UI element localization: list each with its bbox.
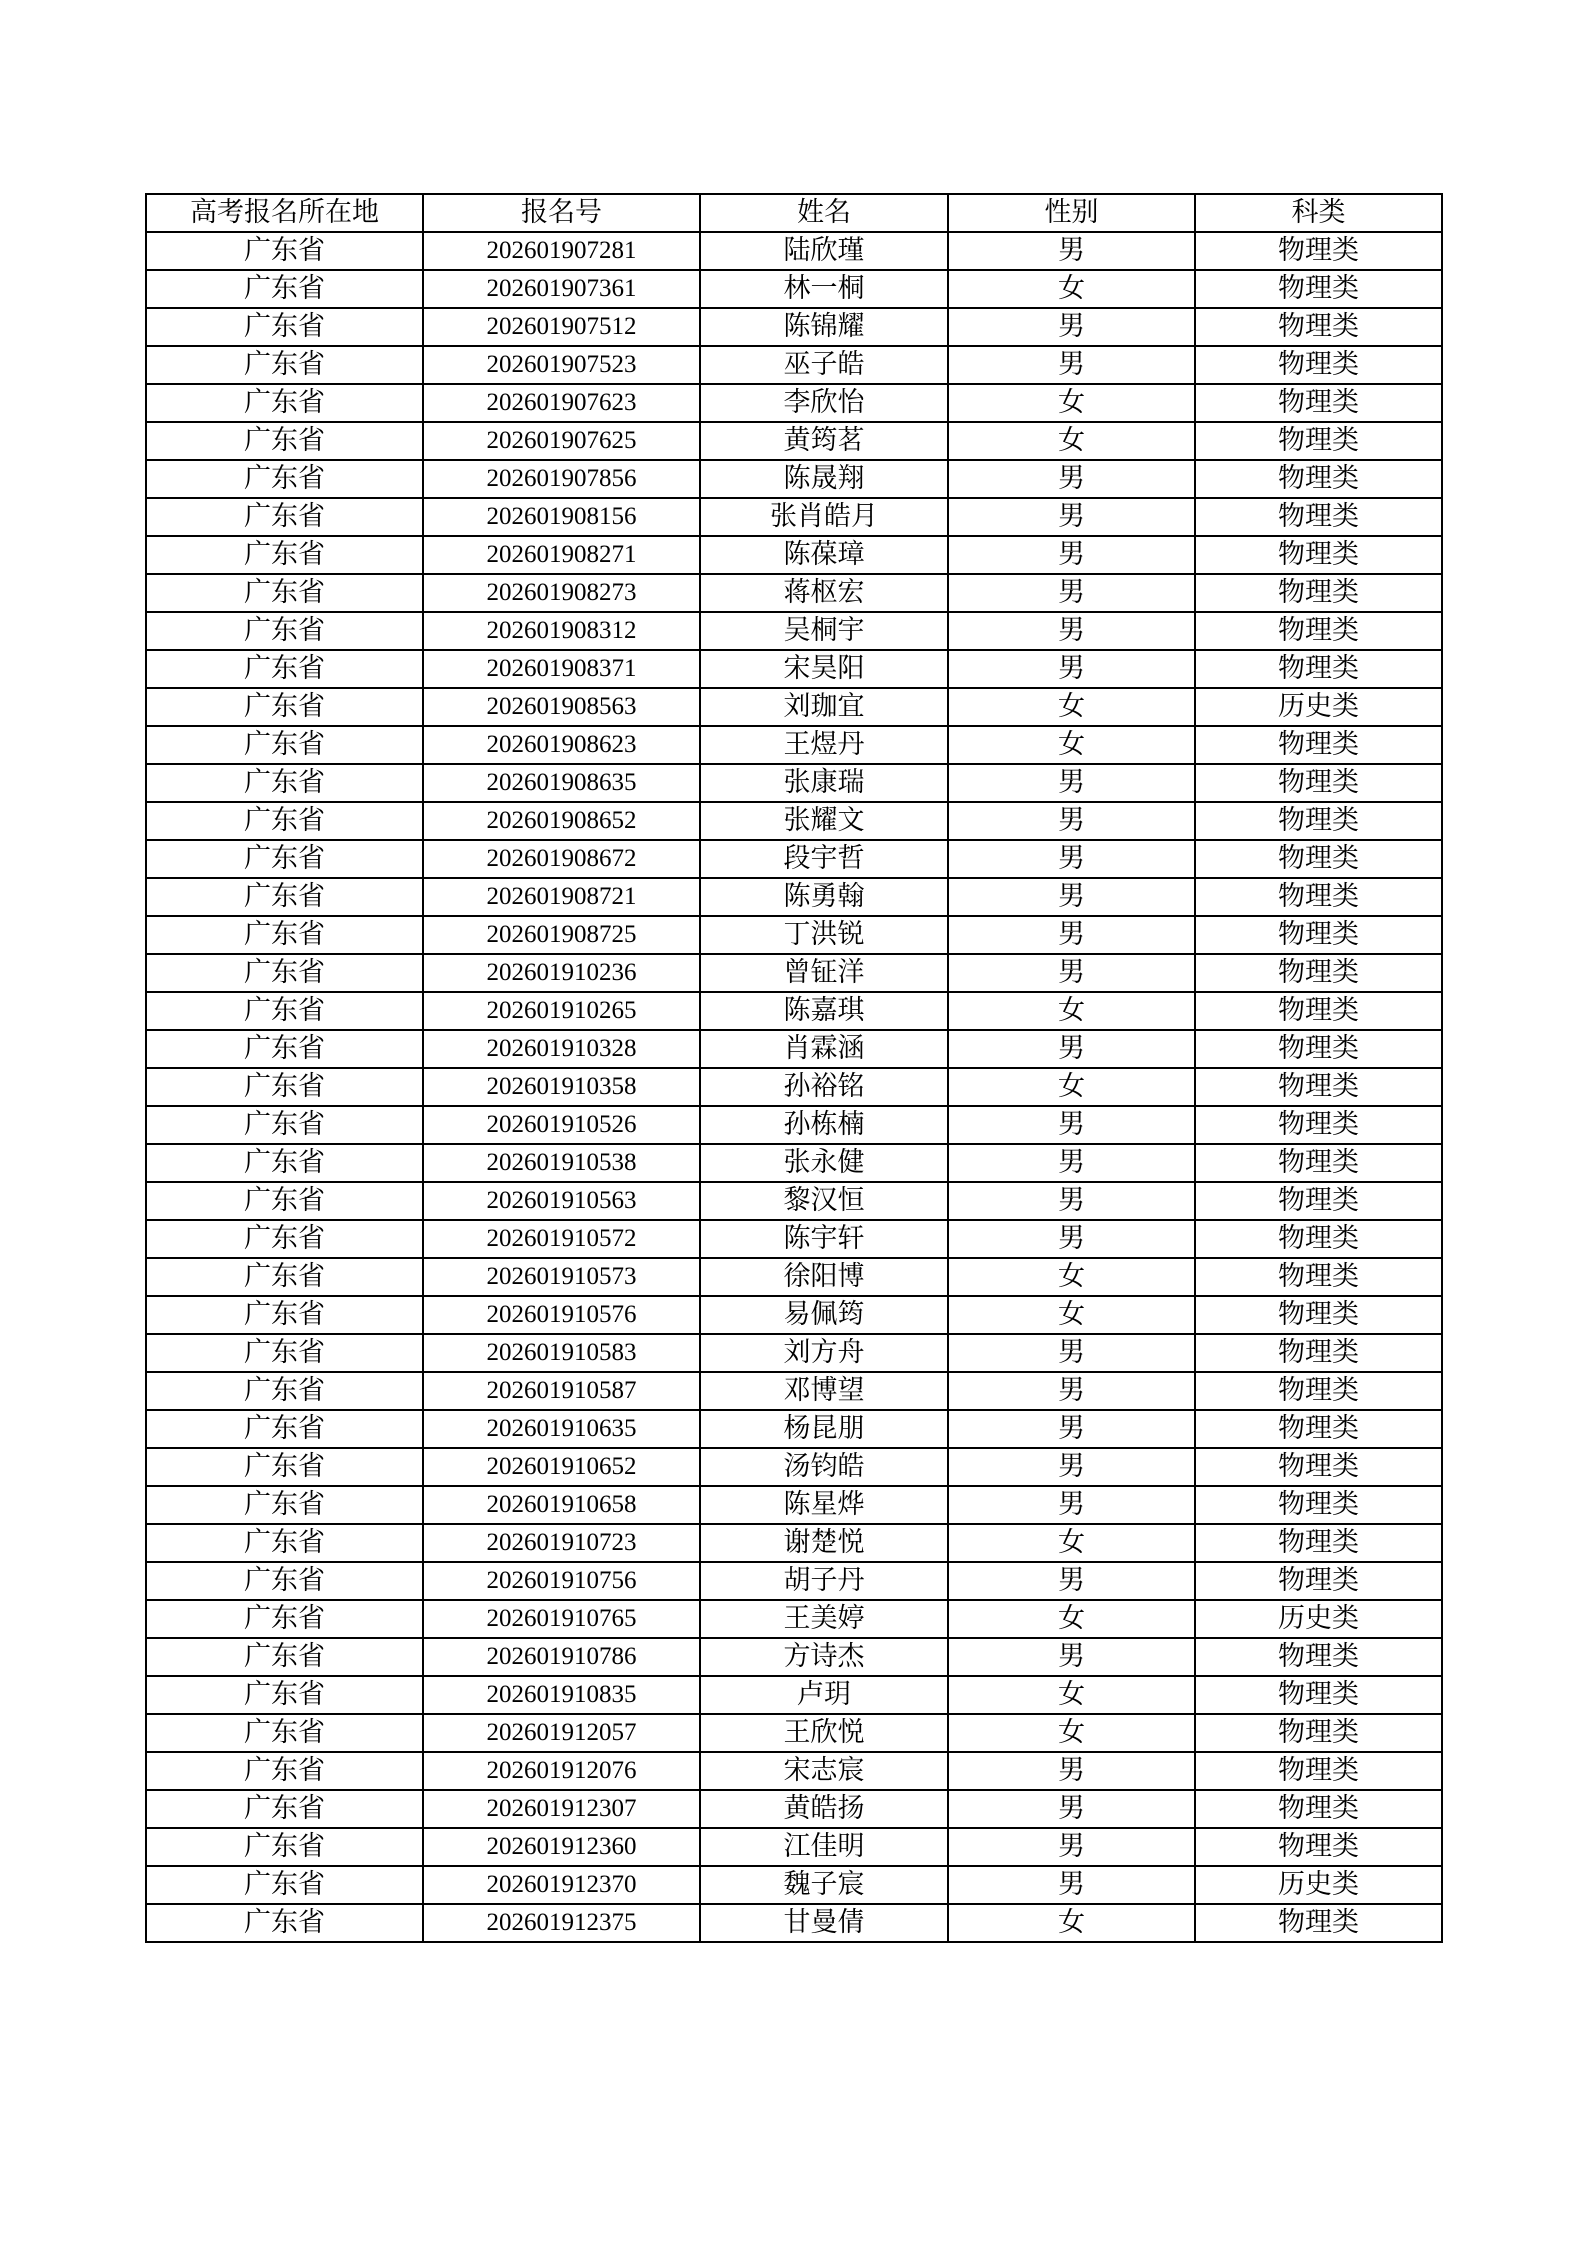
cell-subject-category: 物理类 [1195, 1676, 1442, 1714]
cell-registration-location: 广东省 [146, 232, 423, 270]
cell-gender: 女 [948, 1600, 1195, 1638]
cell-name: 王煜丹 [700, 726, 948, 764]
table-row [146, 1334, 1442, 1372]
cell-registration-number: 202601908725 [423, 916, 700, 954]
cell-name: 杨昆朋 [700, 1410, 948, 1448]
admission-roster-table [145, 193, 1443, 1943]
cell-name: 孙裕铭 [700, 1068, 948, 1106]
cell-registration-number: 202601910328 [423, 1030, 700, 1068]
cell-registration-location: 广东省 [146, 1790, 423, 1828]
cell-registration-number: 202601910538 [423, 1144, 700, 1182]
cell-registration-number: 202601912307 [423, 1790, 700, 1828]
cell-subject-category: 物理类 [1195, 726, 1442, 764]
table-row [146, 954, 1442, 992]
cell-name: 陈嘉琪 [700, 992, 948, 1030]
cell-name: 林一桐 [700, 270, 948, 308]
cell-name: 陆欣瑾 [700, 232, 948, 270]
table-row [146, 1258, 1442, 1296]
cell-name: 段宇哲 [700, 840, 948, 878]
cell-registration-location: 广东省 [146, 1714, 423, 1752]
table-row [146, 1638, 1442, 1676]
cell-name: 宋志宸 [700, 1752, 948, 1790]
cell-name: 方诗杰 [700, 1638, 948, 1676]
cell-gender: 男 [948, 308, 1195, 346]
cell-registration-location: 广东省 [146, 1486, 423, 1524]
cell-subject-category: 物理类 [1195, 1334, 1442, 1372]
cell-gender: 男 [948, 916, 1195, 954]
cell-registration-location: 广东省 [146, 802, 423, 840]
cell-gender: 男 [948, 1866, 1195, 1904]
cell-registration-number: 202601908273 [423, 574, 700, 612]
cell-name: 甘曼倩 [700, 1904, 948, 1942]
cell-name: 李欣怡 [700, 384, 948, 422]
cell-gender: 女 [948, 1258, 1195, 1296]
table-row [146, 1144, 1442, 1182]
table-row [146, 1828, 1442, 1866]
table-row [146, 574, 1442, 612]
cell-subject-category: 物理类 [1195, 460, 1442, 498]
cell-gender: 男 [948, 1752, 1195, 1790]
cell-subject-category: 物理类 [1195, 1410, 1442, 1448]
cell-registration-number: 202601910652 [423, 1448, 700, 1486]
table-row [146, 232, 1442, 270]
cell-registration-number: 202601910526 [423, 1106, 700, 1144]
cell-gender: 男 [948, 1372, 1195, 1410]
cell-registration-location: 广东省 [146, 1296, 423, 1334]
cell-subject-category: 物理类 [1195, 1524, 1442, 1562]
cell-registration-location: 广东省 [146, 574, 423, 612]
table-row [146, 726, 1442, 764]
cell-name: 邓博望 [700, 1372, 948, 1410]
table-row [146, 650, 1442, 688]
cell-gender: 女 [948, 1524, 1195, 1562]
cell-gender: 男 [948, 1030, 1195, 1068]
cell-registration-location: 广东省 [146, 1144, 423, 1182]
cell-registration-location: 广东省 [146, 688, 423, 726]
cell-registration-location: 广东省 [146, 1068, 423, 1106]
cell-registration-location: 广东省 [146, 422, 423, 460]
cell-registration-location: 广东省 [146, 1448, 423, 1486]
cell-subject-category: 物理类 [1195, 878, 1442, 916]
cell-gender: 女 [948, 1296, 1195, 1334]
cell-subject-category: 物理类 [1195, 764, 1442, 802]
cell-name: 肖霖涵 [700, 1030, 948, 1068]
cell-registration-location: 广东省 [146, 1334, 423, 1372]
cell-name: 宋昊阳 [700, 650, 948, 688]
cell-registration-location: 广东省 [146, 1600, 423, 1638]
cell-registration-number: 202601908271 [423, 536, 700, 574]
table-row [146, 1068, 1442, 1106]
table-row [146, 346, 1442, 384]
cell-name: 刘方舟 [700, 1334, 948, 1372]
cell-registration-location: 广东省 [146, 308, 423, 346]
cell-subject-category: 物理类 [1195, 1486, 1442, 1524]
cell-name: 魏子宸 [700, 1866, 948, 1904]
table-row [146, 878, 1442, 916]
cell-registration-location: 广东省 [146, 460, 423, 498]
cell-subject-category: 物理类 [1195, 384, 1442, 422]
table-header-row [146, 194, 1442, 232]
table-row [146, 1562, 1442, 1600]
table-row [146, 612, 1442, 650]
cell-name: 卢玥 [700, 1676, 948, 1714]
cell-gender: 男 [948, 1410, 1195, 1448]
table-row [146, 270, 1442, 308]
cell-registration-location: 广东省 [146, 954, 423, 992]
cell-name: 巫子皓 [700, 346, 948, 384]
table-row [146, 1410, 1442, 1448]
table-row [146, 764, 1442, 802]
cell-gender: 男 [948, 650, 1195, 688]
cell-registration-number: 202601910635 [423, 1410, 700, 1448]
cell-name: 陈星烨 [700, 1486, 948, 1524]
cell-gender: 女 [948, 726, 1195, 764]
cell-name: 易佩筠 [700, 1296, 948, 1334]
cell-gender: 女 [948, 1904, 1195, 1942]
cell-name: 黄皓扬 [700, 1790, 948, 1828]
cell-registration-number: 202601907523 [423, 346, 700, 384]
cell-name: 汤钧皓 [700, 1448, 948, 1486]
cell-gender: 男 [948, 1106, 1195, 1144]
cell-subject-category: 物理类 [1195, 1258, 1442, 1296]
cell-registration-number: 202601907856 [423, 460, 700, 498]
table-row [146, 1106, 1442, 1144]
cell-subject-category: 物理类 [1195, 270, 1442, 308]
cell-registration-number: 202601907623 [423, 384, 700, 422]
cell-subject-category: 物理类 [1195, 498, 1442, 536]
cell-name: 刘珈宜 [700, 688, 948, 726]
table-row [146, 1296, 1442, 1334]
cell-registration-location: 广东省 [146, 384, 423, 422]
table-row [146, 460, 1442, 498]
cell-name: 王美婷 [700, 1600, 948, 1638]
cell-name: 徐阳博 [700, 1258, 948, 1296]
cell-name: 丁洪锐 [700, 916, 948, 954]
header-name: 姓名 [700, 194, 948, 232]
cell-registration-location: 广东省 [146, 1258, 423, 1296]
cell-registration-location: 广东省 [146, 1220, 423, 1258]
cell-gender: 女 [948, 1676, 1195, 1714]
cell-gender: 男 [948, 1220, 1195, 1258]
cell-gender: 男 [948, 1144, 1195, 1182]
cell-subject-category: 物理类 [1195, 422, 1442, 460]
cell-subject-category: 历史类 [1195, 1866, 1442, 1904]
cell-registration-number: 202601907512 [423, 308, 700, 346]
cell-registration-location: 广东省 [146, 346, 423, 384]
cell-registration-location: 广东省 [146, 992, 423, 1030]
cell-registration-number: 202601912076 [423, 1752, 700, 1790]
cell-registration-number: 202601912360 [423, 1828, 700, 1866]
cell-registration-number: 202601910576 [423, 1296, 700, 1334]
table-row [146, 384, 1442, 422]
cell-registration-number: 202601912370 [423, 1866, 700, 1904]
cell-registration-location: 广东省 [146, 1638, 423, 1676]
cell-registration-number: 202601910573 [423, 1258, 700, 1296]
cell-gender: 女 [948, 270, 1195, 308]
cell-subject-category: 物理类 [1195, 232, 1442, 270]
cell-gender: 女 [948, 688, 1195, 726]
cell-registration-location: 广东省 [146, 764, 423, 802]
cell-name: 曾钲洋 [700, 954, 948, 992]
table-row [146, 1600, 1442, 1638]
cell-registration-location: 广东省 [146, 612, 423, 650]
cell-subject-category: 物理类 [1195, 802, 1442, 840]
cell-gender: 男 [948, 840, 1195, 878]
cell-registration-number: 202601908635 [423, 764, 700, 802]
cell-registration-location: 广东省 [146, 878, 423, 916]
cell-registration-number: 202601907361 [423, 270, 700, 308]
cell-gender: 男 [948, 1828, 1195, 1866]
cell-registration-location: 广东省 [146, 1752, 423, 1790]
table-row [146, 802, 1442, 840]
table-row [146, 992, 1442, 1030]
cell-subject-category: 物理类 [1195, 1828, 1442, 1866]
cell-name: 孙栋楠 [700, 1106, 948, 1144]
cell-registration-number: 202601908312 [423, 612, 700, 650]
table-row [146, 1220, 1442, 1258]
header-registration-number: 报名号 [423, 194, 700, 232]
cell-subject-category: 物理类 [1195, 1714, 1442, 1752]
cell-gender: 男 [948, 1448, 1195, 1486]
cell-registration-location: 广东省 [146, 1182, 423, 1220]
cell-registration-number: 202601910756 [423, 1562, 700, 1600]
cell-gender: 男 [948, 1486, 1195, 1524]
cell-name: 陈葆璋 [700, 536, 948, 574]
cell-gender: 男 [948, 802, 1195, 840]
cell-gender: 男 [948, 498, 1195, 536]
cell-subject-category: 物理类 [1195, 1220, 1442, 1258]
cell-registration-number: 202601908563 [423, 688, 700, 726]
cell-registration-location: 广东省 [146, 916, 423, 954]
cell-gender: 男 [948, 878, 1195, 916]
cell-registration-location: 广东省 [146, 1562, 423, 1600]
cell-registration-number: 202601910563 [423, 1182, 700, 1220]
cell-registration-number: 202601910587 [423, 1372, 700, 1410]
cell-subject-category: 物理类 [1195, 536, 1442, 574]
cell-registration-number: 202601907281 [423, 232, 700, 270]
table-row [146, 688, 1442, 726]
cell-subject-category: 物理类 [1195, 1144, 1442, 1182]
cell-subject-category: 物理类 [1195, 1562, 1442, 1600]
cell-subject-category: 物理类 [1195, 1106, 1442, 1144]
cell-name: 陈晟翔 [700, 460, 948, 498]
table-row [146, 1030, 1442, 1068]
cell-subject-category: 物理类 [1195, 308, 1442, 346]
cell-subject-category: 物理类 [1195, 1638, 1442, 1676]
cell-subject-category: 物理类 [1195, 1068, 1442, 1106]
cell-registration-location: 广东省 [146, 1828, 423, 1866]
cell-gender: 男 [948, 1638, 1195, 1676]
cell-name: 张永健 [700, 1144, 948, 1182]
cell-registration-location: 广东省 [146, 650, 423, 688]
cell-registration-location: 广东省 [146, 1524, 423, 1562]
cell-gender: 男 [948, 764, 1195, 802]
cell-gender: 男 [948, 954, 1195, 992]
cell-registration-number: 202601910658 [423, 1486, 700, 1524]
table-row [146, 1448, 1442, 1486]
table-row [146, 498, 1442, 536]
cell-registration-number: 202601912375 [423, 1904, 700, 1942]
cell-subject-category: 物理类 [1195, 1182, 1442, 1220]
table-row [146, 1486, 1442, 1524]
cell-subject-category: 物理类 [1195, 1790, 1442, 1828]
header-gender: 性别 [948, 194, 1195, 232]
header-registration-location: 高考报名所在地 [146, 194, 423, 232]
cell-registration-number: 202601910723 [423, 1524, 700, 1562]
cell-subject-category: 物理类 [1195, 650, 1442, 688]
header-subject-category: 科类 [1195, 194, 1442, 232]
table-row [146, 840, 1442, 878]
cell-name: 江佳明 [700, 1828, 948, 1866]
cell-subject-category: 物理类 [1195, 612, 1442, 650]
cell-name: 黎汉恒 [700, 1182, 948, 1220]
cell-name: 张耀文 [700, 802, 948, 840]
table-row [146, 1752, 1442, 1790]
cell-registration-number: 202601910835 [423, 1676, 700, 1714]
table-row [146, 1866, 1442, 1904]
cell-name: 张肖皓月 [700, 498, 948, 536]
cell-registration-location: 广东省 [146, 1410, 423, 1448]
cell-registration-number: 202601908721 [423, 878, 700, 916]
table-row [146, 1524, 1442, 1562]
table-row [146, 536, 1442, 574]
cell-subject-category: 物理类 [1195, 840, 1442, 878]
cell-subject-category: 物理类 [1195, 992, 1442, 1030]
cell-gender: 男 [948, 1562, 1195, 1600]
cell-subject-category: 物理类 [1195, 1752, 1442, 1790]
cell-name: 黄筠茗 [700, 422, 948, 460]
cell-name: 陈勇翰 [700, 878, 948, 916]
table-row [146, 916, 1442, 954]
cell-gender: 男 [948, 232, 1195, 270]
cell-subject-category: 物理类 [1195, 1448, 1442, 1486]
cell-subject-category: 物理类 [1195, 954, 1442, 992]
cell-registration-number: 202601910572 [423, 1220, 700, 1258]
table-row [146, 1676, 1442, 1714]
cell-registration-location: 广东省 [146, 1676, 423, 1714]
cell-name: 胡子丹 [700, 1562, 948, 1600]
cell-registration-number: 202601910265 [423, 992, 700, 1030]
cell-registration-location: 广东省 [146, 726, 423, 764]
cell-registration-number: 202601910765 [423, 1600, 700, 1638]
table-row [146, 1904, 1442, 1942]
cell-name: 陈宇轩 [700, 1220, 948, 1258]
cell-registration-location: 广东省 [146, 270, 423, 308]
table-row [146, 1790, 1442, 1828]
cell-subject-category: 物理类 [1195, 574, 1442, 612]
cell-subject-category: 历史类 [1195, 1600, 1442, 1638]
cell-registration-location: 广东省 [146, 840, 423, 878]
cell-registration-number: 202601908652 [423, 802, 700, 840]
cell-registration-location: 广东省 [146, 1372, 423, 1410]
cell-subject-category: 物理类 [1195, 1372, 1442, 1410]
cell-registration-location: 广东省 [146, 1904, 423, 1942]
cell-gender: 男 [948, 1334, 1195, 1372]
cell-registration-number: 202601910583 [423, 1334, 700, 1372]
cell-registration-number: 202601910358 [423, 1068, 700, 1106]
cell-gender: 女 [948, 1714, 1195, 1752]
table-row [146, 1182, 1442, 1220]
table-body [146, 232, 1442, 1942]
cell-registration-number: 202601910236 [423, 954, 700, 992]
cell-registration-location: 广东省 [146, 1030, 423, 1068]
cell-gender: 女 [948, 992, 1195, 1030]
cell-name: 谢楚悦 [700, 1524, 948, 1562]
cell-gender: 男 [948, 1182, 1195, 1220]
cell-registration-number: 202601908156 [423, 498, 700, 536]
cell-gender: 女 [948, 422, 1195, 460]
table-row [146, 1714, 1442, 1752]
cell-name: 张康瑞 [700, 764, 948, 802]
cell-gender: 女 [948, 1068, 1195, 1106]
cell-gender: 男 [948, 346, 1195, 384]
cell-gender: 男 [948, 612, 1195, 650]
cell-gender: 男 [948, 460, 1195, 498]
cell-name: 陈锦耀 [700, 308, 948, 346]
cell-subject-category: 物理类 [1195, 916, 1442, 954]
cell-registration-number: 202601912057 [423, 1714, 700, 1752]
cell-registration-number: 202601908672 [423, 840, 700, 878]
cell-subject-category: 历史类 [1195, 688, 1442, 726]
cell-subject-category: 物理类 [1195, 346, 1442, 384]
cell-subject-category: 物理类 [1195, 1030, 1442, 1068]
cell-registration-number: 202601908623 [423, 726, 700, 764]
cell-gender: 男 [948, 536, 1195, 574]
table-row [146, 1372, 1442, 1410]
cell-registration-number: 202601908371 [423, 650, 700, 688]
cell-registration-number: 202601907625 [423, 422, 700, 460]
cell-registration-location: 广东省 [146, 498, 423, 536]
cell-gender: 女 [948, 384, 1195, 422]
table-row [146, 308, 1442, 346]
cell-name: 吴桐宇 [700, 612, 948, 650]
cell-registration-number: 202601910786 [423, 1638, 700, 1676]
cell-subject-category: 物理类 [1195, 1904, 1442, 1942]
cell-registration-location: 广东省 [146, 536, 423, 574]
table-row [146, 422, 1442, 460]
cell-gender: 男 [948, 574, 1195, 612]
cell-gender: 男 [948, 1790, 1195, 1828]
cell-name: 蒋枢宏 [700, 574, 948, 612]
cell-name: 王欣悦 [700, 1714, 948, 1752]
cell-registration-location: 广东省 [146, 1106, 423, 1144]
cell-subject-category: 物理类 [1195, 1296, 1442, 1334]
cell-registration-location: 广东省 [146, 1866, 423, 1904]
